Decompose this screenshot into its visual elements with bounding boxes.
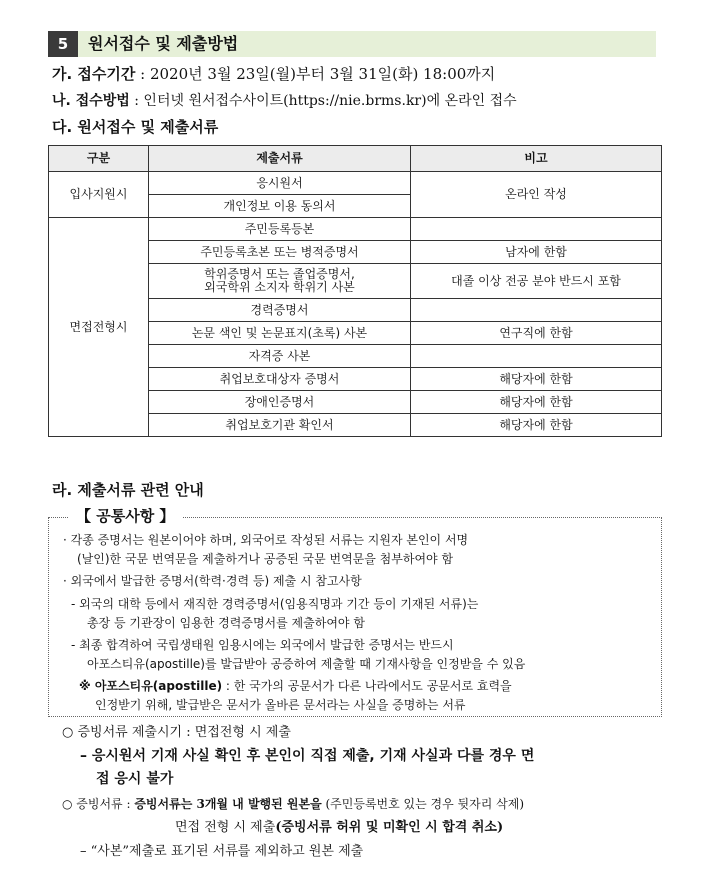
section-number: 5	[48, 31, 78, 57]
header-category: 구분	[49, 146, 149, 172]
doc-cell: 개인정보 이용 동의서	[149, 195, 411, 218]
table-row	[49, 172, 662, 195]
notice-line	[79, 678, 512, 694]
documents-table	[48, 145, 662, 437]
bottom-line	[175, 818, 503, 838]
note-cell: 온라인 작성	[411, 172, 662, 218]
item-ga	[52, 64, 495, 84]
evidence-note: (주민등록번호 있는 경우 뒷자리 삭제)	[321, 797, 525, 811]
apostille-definition: : 한 국가의 공문서가 다른 나라에서도 공문서로 효력을	[222, 679, 512, 693]
notice-line: · 각종 증명서는 원본이어야 하며, 외국어로 작성된 서류는 지원자 본인이 서명	[63, 533, 469, 547]
common-notice-title: 【 공통사항 】	[68, 505, 182, 527]
notice-line: · 외국에서 발급한 증명서(학력·경력 등) 제출 시 참고사항	[63, 574, 362, 588]
item-ra-label: 라. 제출서류 관련 안내	[52, 481, 204, 499]
item-na-label: 나. 접수방법	[52, 93, 130, 109]
bottom-line: 접 응시 불가	[96, 771, 174, 787]
note-cell	[411, 299, 662, 322]
note-cell: 연구직에 한함	[411, 322, 662, 345]
section-header	[48, 31, 656, 57]
doc-cell: 취업보호기관 확인서	[149, 414, 411, 437]
doc-cell: 주민등록초본 또는 병적증명서	[149, 241, 411, 264]
doc-cell: 취업보호대상자 증명서	[149, 368, 411, 391]
note-cell: 해당자에 한함	[411, 368, 662, 391]
table-row	[49, 218, 662, 241]
doc-cell	[149, 264, 411, 299]
doc-cell: 주민등록등본	[149, 218, 411, 241]
doc-cell: 장애인증명서	[149, 391, 411, 414]
doc-cell: 논문 색인 및 논문표지(초록) 사본	[149, 322, 411, 345]
notice-line: 총장 등 기관장이 임용한 경력증명서를 제출하여야 함	[87, 616, 365, 630]
apostille-term: ※ 아포스티유(apostille)	[79, 679, 223, 693]
group-interview: 면접전형시	[49, 218, 149, 437]
note-cell: 대졸 이상 전공 분야 반드시 포함	[411, 264, 662, 299]
common-notice-box	[48, 517, 662, 717]
doc-line: 외국학위 소지자 학위기 사본	[204, 280, 355, 294]
bottom-line: – 응시원서 기재 사실 확인 후 본인이 직접 제출, 기재 사실과 다를 경우 면	[80, 748, 535, 764]
header-documents: 제출서류	[149, 146, 411, 172]
notice-line: - 외국의 대학 등에서 재직한 경력증명서(임용직명과 기간 등이 기재된 서류)는	[71, 597, 479, 611]
doc-cell: 경력증명서	[149, 299, 411, 322]
item-na	[52, 91, 517, 111]
doc-line: 학위증명서 또는 졸업증명서,	[204, 267, 355, 281]
notice-line: - 최종 합격하여 국립생태원 임용시에는 외국에서 발급한 증명서는 반드시	[71, 638, 454, 652]
table-header-row	[49, 146, 662, 172]
item-ga-text: : 2020년 3월 23일(월)부터 3월 31일(화) 18:00까지	[135, 65, 496, 83]
note-cell	[411, 345, 662, 368]
bottom-line: ○ 증빙서류 제출시기 : 면접전형 시 제출	[62, 725, 291, 740]
item-na-text: : 인터넷 원서접수사이트(https://nie.brms.kr)에 온라인 접수	[129, 93, 517, 109]
notice-line: (날인)한 국문 번역문을 제출하거나 공증된 국문 번역문을 첨부하여야 함	[77, 552, 454, 566]
item-ga-label: 가. 접수기간	[52, 65, 136, 83]
bottom-line	[62, 794, 524, 814]
note-cell: 남자에 한함	[411, 241, 662, 264]
note-cell: 해당자에 한함	[411, 414, 662, 437]
bottom-line: – “사본”제출로 표기된 서류를 제외하고 원본 제출	[80, 844, 364, 859]
cancellation-warning: (증빙서류 허위 및 미확인 시 합격 취소)	[275, 820, 504, 835]
interview-submit: 면접 전형 시 제출	[175, 820, 276, 835]
item-da-label: 다. 원서접수 및 제출서류	[52, 118, 219, 136]
note-cell	[411, 218, 662, 241]
notice-line: 인정받기 위해, 발급받은 문서가 올바른 문서라는 사실을 증명하는 서류	[95, 698, 466, 712]
section-title: 원서접수 및 제출방법	[88, 34, 239, 53]
notice-line: 아포스티유(apostille)를 발급받아 공증하여 제출할 때 기재사항을 인정받을 수 있음	[87, 657, 526, 671]
evidence-label: ○ 증빙서류 :	[62, 797, 135, 811]
doc-cell: 응시원서	[149, 172, 411, 195]
header-remarks: 비고	[411, 146, 662, 172]
group-application: 입사지원시	[49, 172, 149, 218]
doc-cell: 자격증 사본	[149, 345, 411, 368]
note-cell: 해당자에 한함	[411, 391, 662, 414]
evidence-emphasis: 증빙서류는 3개월 내 발행된 원본을	[134, 797, 322, 811]
